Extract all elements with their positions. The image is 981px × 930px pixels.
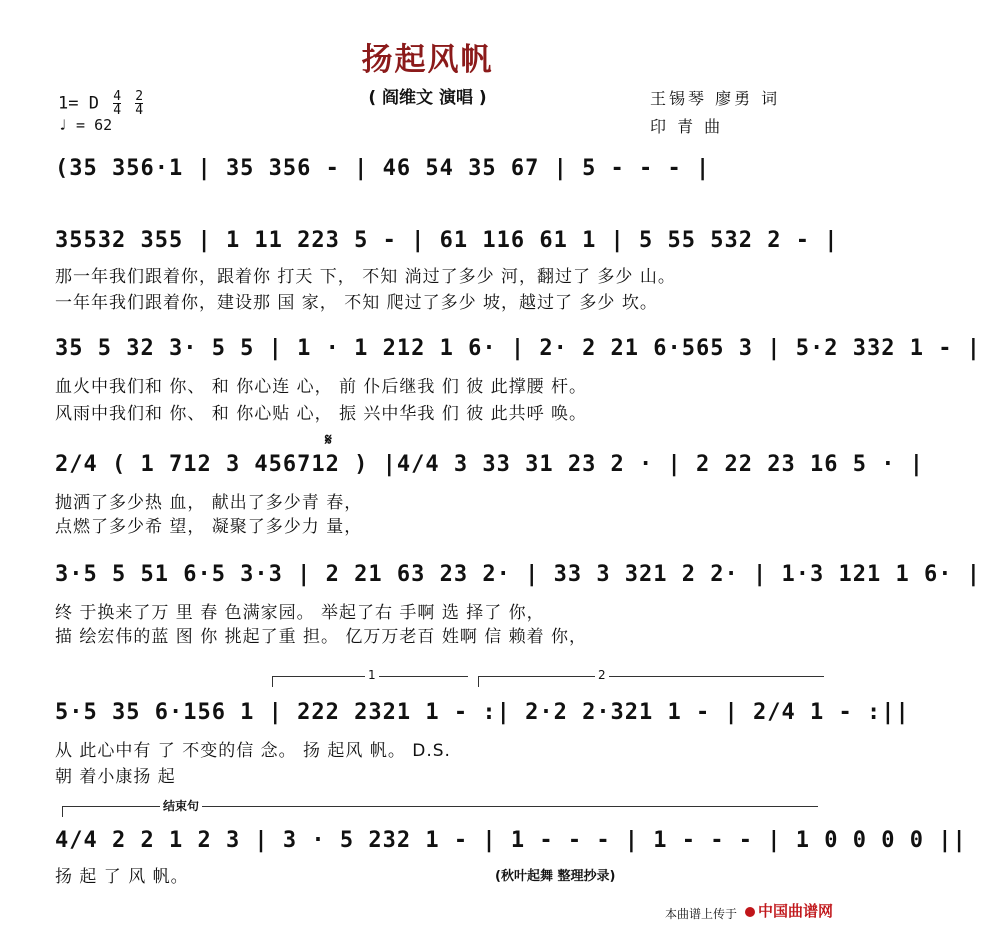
lyric-row-6-verse-2: 朝 着小康扬 起: [55, 767, 176, 787]
end-phrase-label: 结束句: [160, 797, 202, 814]
notation-row-7: 4/4 2 2 1 2 3 | 3 · 5 232 1 - | 1 - - - | 1 - - - | 1 0 0 0 0 ||: [55, 828, 967, 853]
lyric-row-3-verse-2: 风雨中我们和 你、 和 你心贴 心， 振 兴中华我 们 彼 此共呼 唤。: [55, 404, 588, 424]
transcriber-credit: (秋叶起舞 整理抄录): [495, 869, 616, 884]
page-title: 扬起风帆: [361, 42, 494, 78]
tempo-marking: ♩ = 62: [58, 116, 113, 134]
time-signature-4-4: $\frac{4}{4}$: [113, 89, 122, 118]
lyric-row-2-verse-2: 一年年我们跟着你，建设那 国 家， 不知 爬过了多少 坡，越过了 多少 坎。: [55, 293, 658, 313]
notation-row-5: 3·5 5 51 6·5 3·3 | 2 21 63 23 2· | 33 3 321 2 2· | 1·3 121 1 6· |: [55, 562, 981, 587]
lyric-row-4-verse-1: 抛洒了多少热 血， 献出了多少青 春，: [55, 493, 363, 513]
composer-credit: 印 青 曲: [650, 117, 724, 136]
lyric-row-7-verse-1: 扬 起 了 风 帆。: [55, 867, 189, 887]
lyricist-credit: 王锡琴 廖勇 词: [650, 89, 781, 108]
singer-credit: ( 阎维文 演唱 ): [368, 88, 487, 108]
site-logo[interactable]: [745, 900, 833, 921]
notation-row-4: 2/4 ( 1 712 3 456712 ) |4/4 3 33 31 23 2 · | 2 22 23 16 5 · |: [55, 452, 924, 477]
lyric-row-2-verse-1: 那一年我们跟着你，跟着你 打天 下， 不知 淌过了多少 河，翻过了 多少 山。: [55, 267, 676, 287]
lyric-row-4-verse-2: 点燃了多少希 望， 凝聚了多少力 量，: [55, 517, 363, 537]
notation-row-6: 5·5 35 6·156 1 | 222 2321 1 - :| 2·2 2·321 1 - | 2/4 1 - :||: [55, 700, 910, 725]
second-ending-bracket: [478, 676, 824, 687]
lyric-row-3-verse-1: 血火中我们和 你、 和 你心连 心， 前 仆后继我 们 彼 此撑腰 杆。: [55, 377, 588, 397]
site-logo-text: 中国曲谱网: [758, 902, 834, 920]
second-ending-label: 2: [595, 668, 609, 682]
notation-row-2: 35532 355 | 1 11 223 5 - | 61 116 61 1 | 5 55 532 2 - |: [55, 228, 839, 253]
site-logo-icon: [745, 907, 755, 917]
lyric-row-5-verse-1: 终 于换来了万 里 春 色满家园。 举起了右 手啊 选 择了 你，: [55, 603, 545, 623]
lyric-row-5-verse-2: 描 绘宏伟的蓝 图 你 挑起了重 担。 亿万万老百 姓啊 信 赖着 你，: [55, 627, 588, 647]
lyric-row-6-verse-1: 从 此心中有 了 不变的信 念。 扬 起风 帆。 D.S.: [55, 741, 451, 761]
notation-row-3: 35 5 32 3· 5 5 | 1 · 1 212 1 6· | 2· 2 21 6·565 3 | 5·2 332 1 - |: [55, 336, 981, 361]
notation-row-1: (35 356·1 | 35 356 - | 46 54 35 67 | 5 - - - |: [55, 156, 711, 181]
segno-sign: 𝄋: [325, 430, 332, 449]
upload-note: 本曲谱上传于: [665, 907, 738, 921]
first-ending-label: 1: [365, 668, 379, 682]
key-label: 1= D: [58, 93, 99, 114]
time-signature-2-4: $\frac{2}{4}$: [135, 89, 144, 118]
key-signature: [58, 90, 143, 117]
